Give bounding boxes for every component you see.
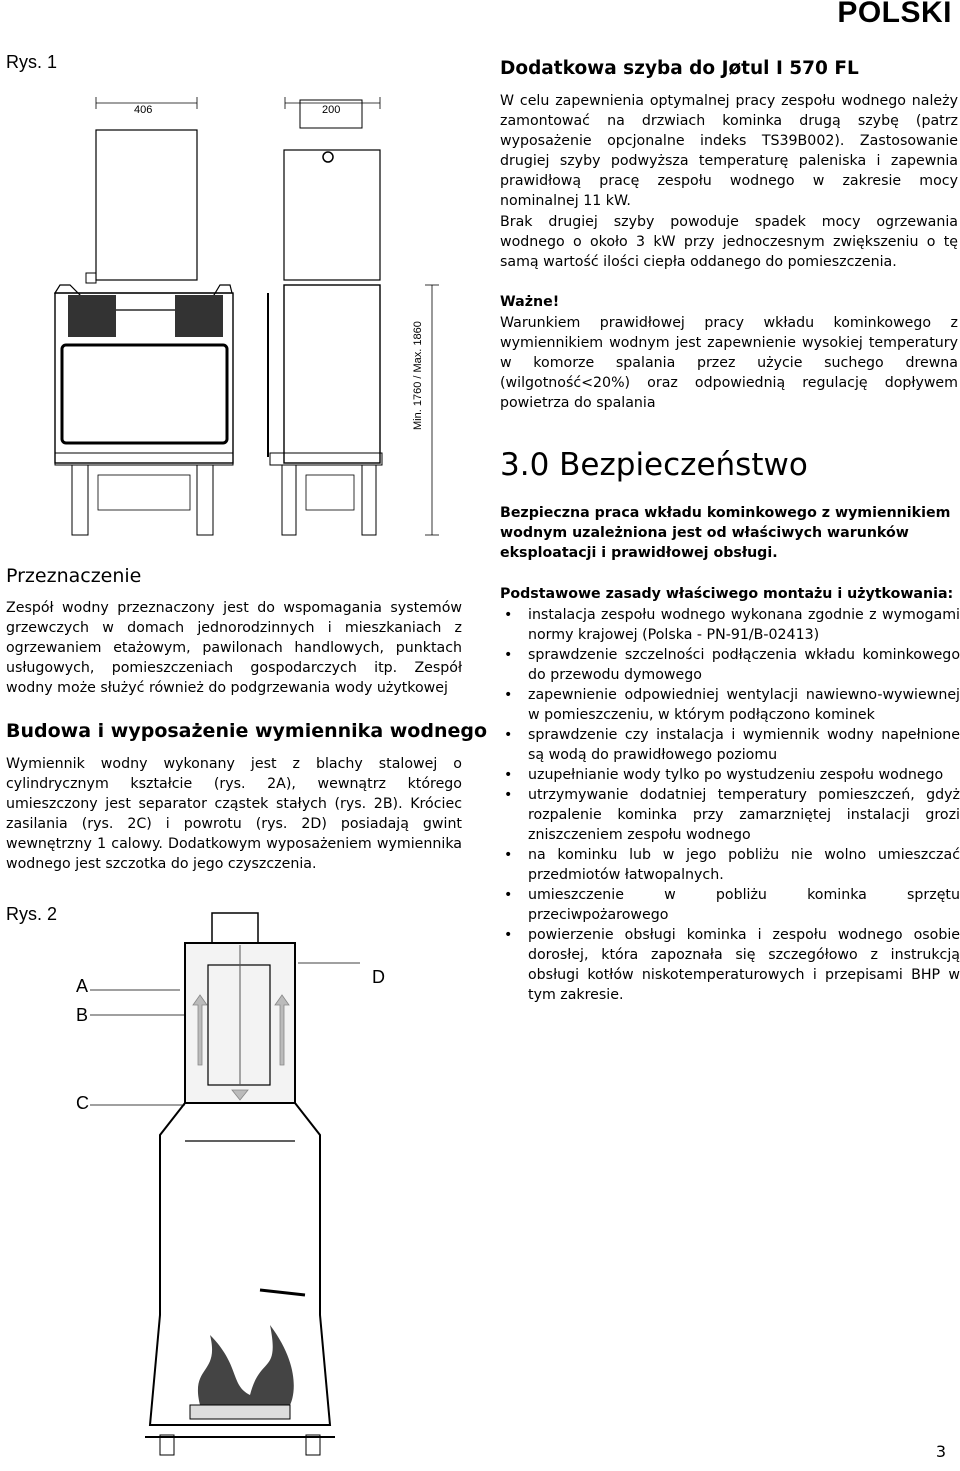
dimension-depth: 200 <box>322 104 341 116</box>
page-number: 3 <box>935 1442 946 1461</box>
language-label: POLSKI <box>837 0 952 29</box>
list-item: • zapewnienie odpowiedniej wentylacji nawiewno-wywiewnej w pomieszczeniu, w którym podłączono kominek <box>500 685 960 725</box>
purpose-heading: Przeznaczenie <box>6 565 142 587</box>
figure-1-label: Rys. 1 <box>6 52 58 72</box>
figure-2-label: Rys. 2 <box>6 904 58 924</box>
construction-heading: Budowa i wyposażenie wymiennika wodnego <box>6 720 488 742</box>
list-item: • sprawdzenie szczelności podłączenia wkładu kominkowego do przewodu dymowego <box>500 645 960 685</box>
figure-1-drawing <box>0 95 450 545</box>
marker-b: B <box>76 1005 89 1025</box>
dimension-height: Min. 1760 / Max. 1860 <box>412 321 424 430</box>
safety-intro: Bezpieczna praca wkładu kominkowego z wymiennikiem wodnym uzależniona jest od właściwych warunków eksploatacji i prawidłowej obsługi. <box>500 505 951 561</box>
list-item: • umieszczenie w pobliżu kominka sprzętu przeciwpożarowego <box>500 885 960 925</box>
list-item: • instalacja zespołu wodnego wykonana zgodnie z wymogami normy krajowej (Polska - PN-91/B-02413) <box>500 605 960 645</box>
figure-2-drawing <box>90 905 380 1460</box>
glass-paragraph-2: Brak drugiej szyby powoduje spadek mocy ogrzewania wodnego o około 3 kW przy jednoczesnym zwiększeniu o tę samą wartość ilości ciepła oddanego do pomieszczenia. <box>500 214 958 270</box>
list-item: • uzupełnianie wody tylko po wystudzeniu zespołu wodnego <box>500 765 960 785</box>
marker-c: C <box>76 1093 89 1113</box>
important-paragraph: Warunkiem prawidłowej pracy wkładu kominkowego z wymiennikiem wodnym jest zapewnienie wysokiej temperatury w komorze spalania przez użycie suchego drewna (wilgotność<20%) oraz odpowiednią regulację dopływem powietrza do spalania <box>500 315 958 411</box>
construction-paragraph: Wymiennik wodny wykonany jest z blachy stalowej o cylindrycznym kształcie (rys. 2A), wewnątrz którego umieszczony jest separator cząstek stałych (rys. 2B). Króciec zasilania (rys. 2C) i powrotu (rys. 2D) posiadają gwint wewnętrzny 1 calowy. Dodatkowym wyposażeniem wymiennika wodnego jest szczotka do jego czyszczenia. <box>6 756 462 872</box>
purpose-paragraph: Zespół wodny przeznaczony jest do wspomagania systemów grzewczych w domach jednorodzinnych i mieszkaniach z ogrzewaniem etażowym, pawilonach handlowych, punktach usługowych, pomieszczeniach gospodarczych itp. Zespół wodny może służyć również do podgrzewania wody użytkowej <box>6 600 462 696</box>
safety-list-title: Podstawowe zasady właściwego montażu i użytkowania: <box>500 586 954 602</box>
important-label: Ważne! <box>500 294 560 310</box>
safety-list <box>500 605 960 1005</box>
safety-heading: 3.0 Bezpieczeństwo <box>500 447 808 483</box>
glass-heading: Dodatkowa szyba do Jøtul I 570 FL <box>500 58 859 79</box>
list-item: • na kominku lub w jego pobliżu nie wolno umieszczać przedmiotów łatwopalnych. <box>500 845 960 885</box>
dimension-width: 406 <box>134 104 153 116</box>
list-item: • powierzenie obsługi kominka i zespołu wodnego osobie dorosłej, która zapoznała się szczegółowo z instrukcją obsługi kotłów niskotemperaturowych i przepisami BHP w tym zakresie. <box>500 925 960 1005</box>
list-item: • utrzymywanie dodatniej temperatury pomieszczeń, gdyż rozpalenie kominka przy zamarzniętej instalacji grozi zniszczeniem zespołu wodnego <box>500 785 960 845</box>
glass-paragraph-1: W celu zapewnienia optymalnej pracy zespołu wodnego należy zamontować na drzwiach kominka drugą szybę (patrz wyposażenie opcjonalne indeks TS39B002). Zastosowanie drugiej szyby podwyższa temperaturę paleniska i zapewnia prawidłową pracę zespołu wodnego w zakresie mocy nominalnej 11 kW. <box>500 93 958 209</box>
marker-a: A <box>76 976 89 996</box>
marker-d: D <box>372 967 385 987</box>
list-item: • sprawdzenie czy instalacja i wymiennik wodny napełnione są wodą do prawidłowego poziomu <box>500 725 960 765</box>
